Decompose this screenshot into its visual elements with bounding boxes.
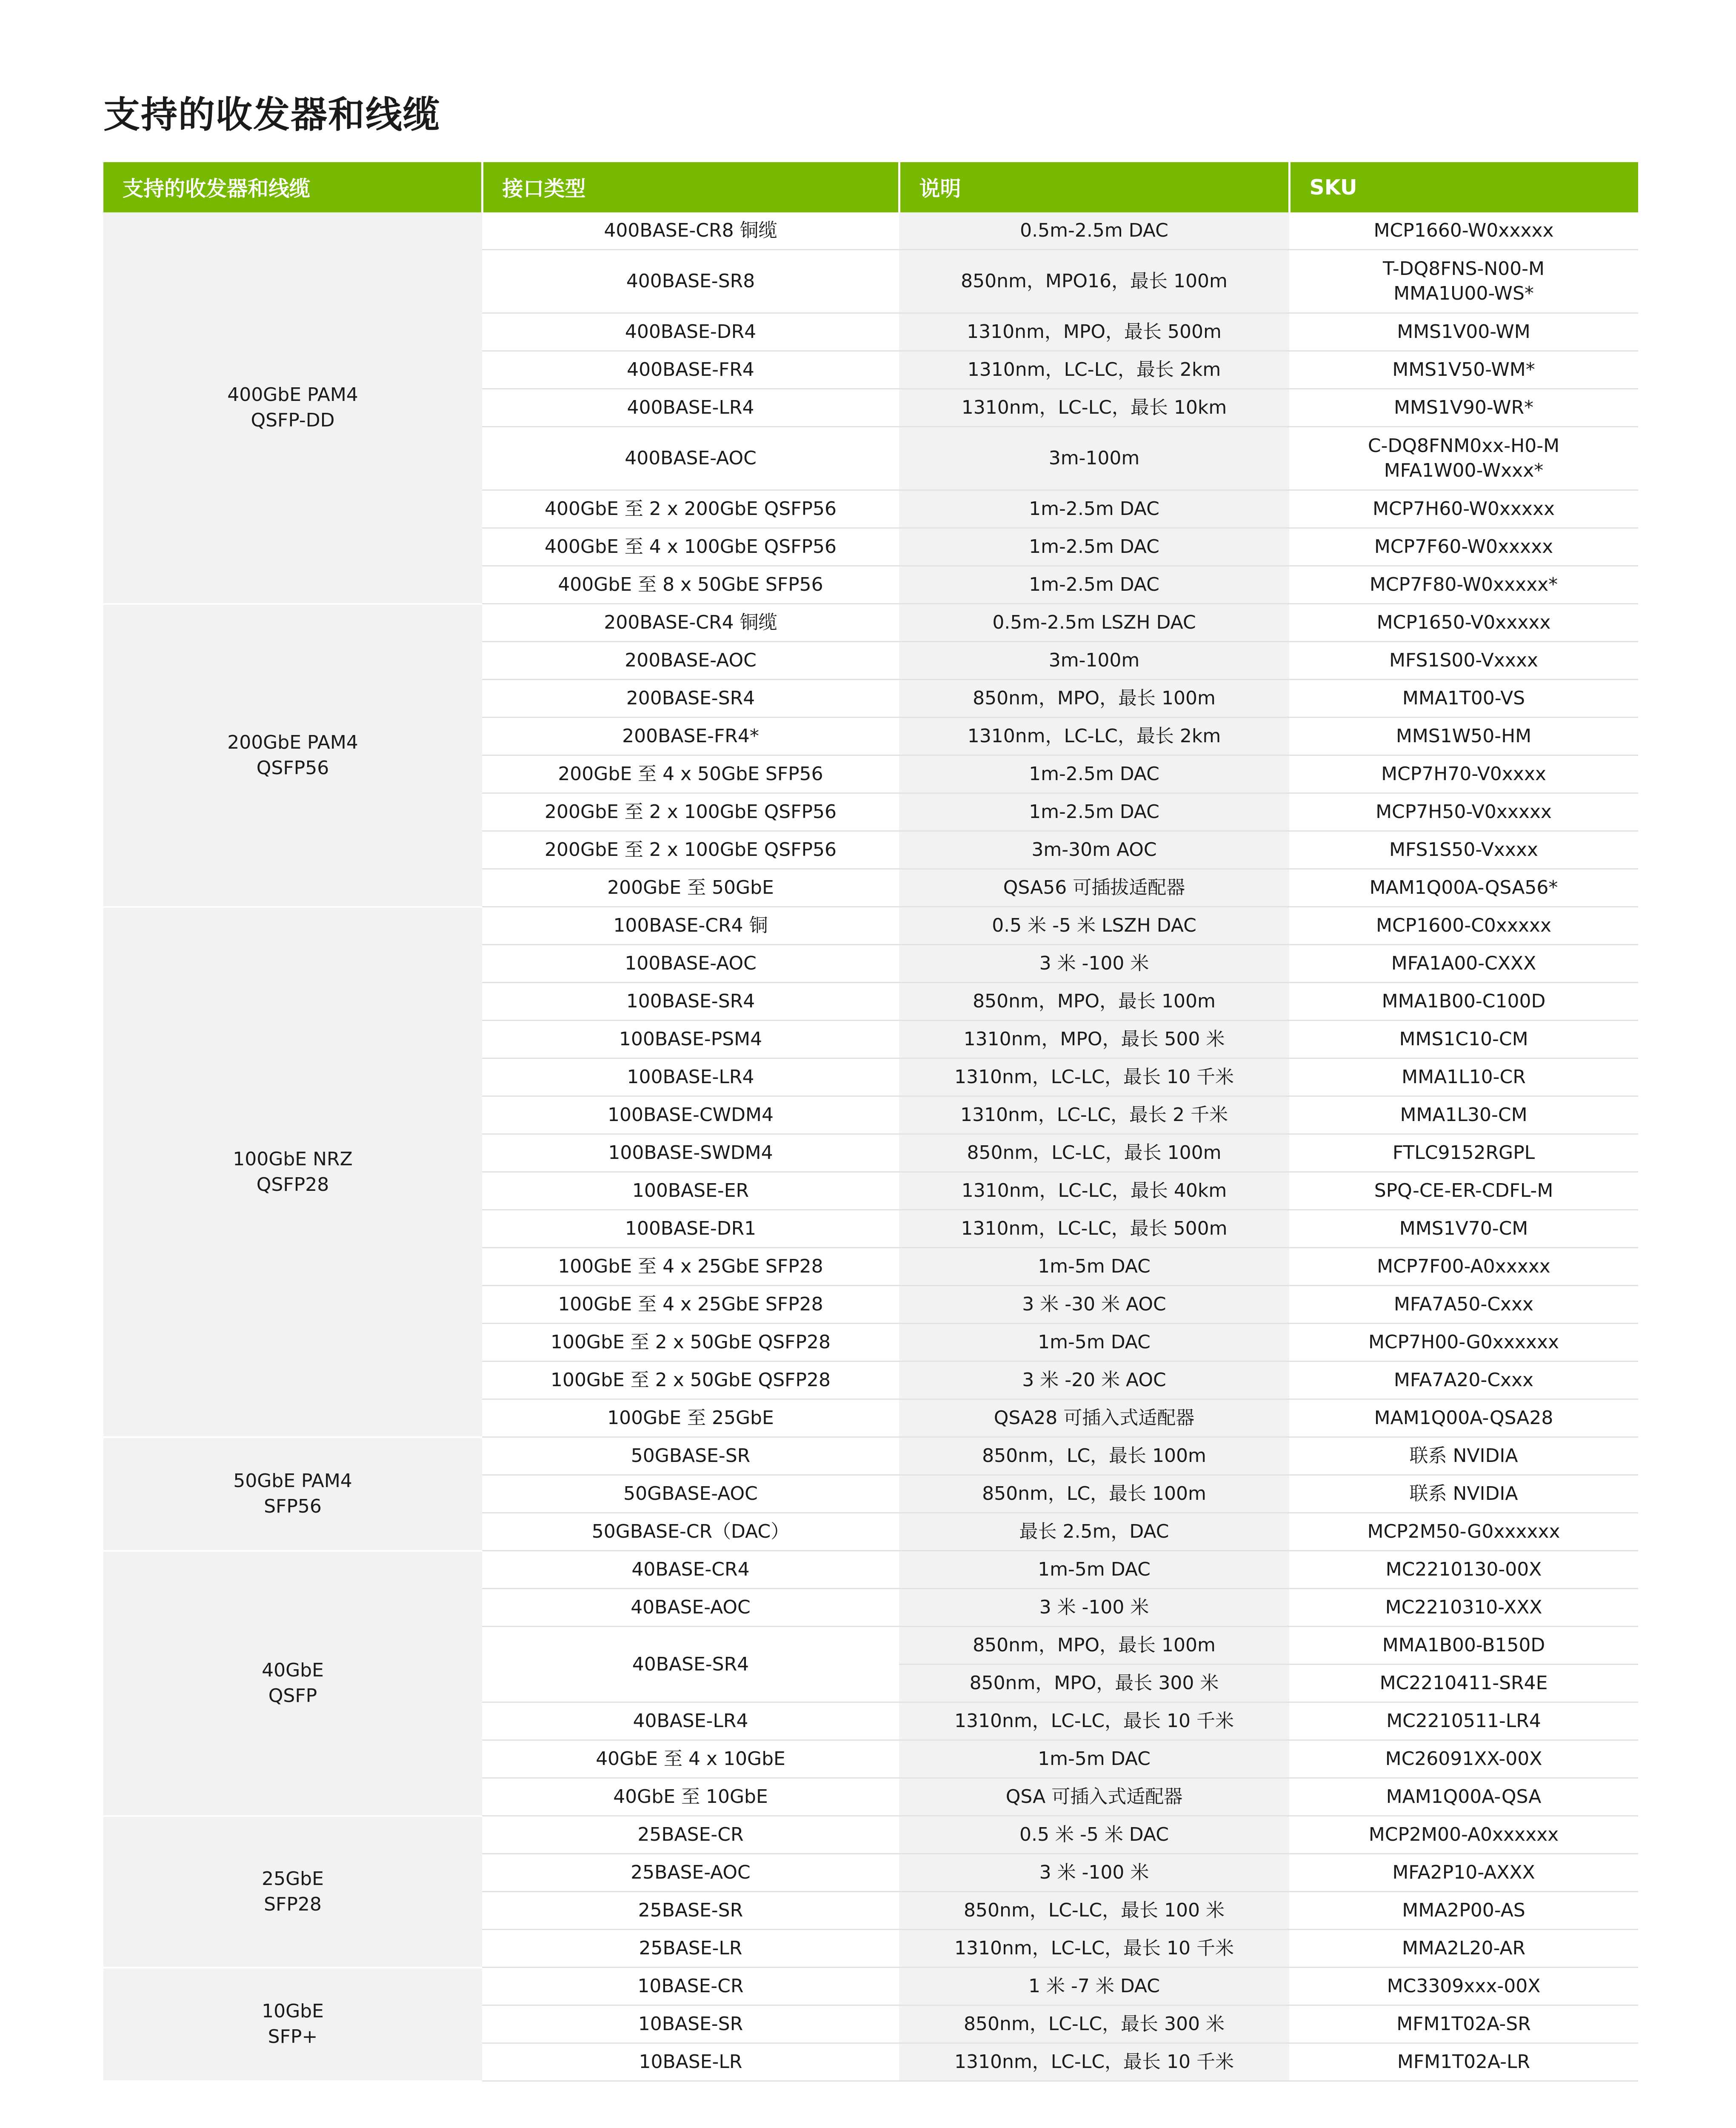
sku-cell: MCP2M00-A0xxxxxx bbox=[1289, 1816, 1638, 1854]
header-description: 说明 bbox=[899, 162, 1289, 212]
sku-cell: MC26091XX-00X bbox=[1289, 1740, 1638, 1778]
interface-cell: 200BASE-SR4 bbox=[482, 680, 899, 718]
interface-cell: 100GbE 至 4 x 25GbE SFP28 bbox=[482, 1248, 899, 1286]
sku-cell: MC2210130-00X bbox=[1289, 1551, 1638, 1589]
table-row bbox=[103, 1437, 1638, 1475]
interface-cell: 200BASE-CR4 铜缆 bbox=[482, 604, 899, 642]
sku-cell: MCP1600-C0xxxxx bbox=[1289, 907, 1638, 945]
description-cell: 850nm，MPO，最长 100m bbox=[899, 680, 1289, 718]
sku-cell: MCP1650-V0xxxxx bbox=[1289, 604, 1638, 642]
sku-cell: MCP7H50-V0xxxxx bbox=[1289, 793, 1638, 831]
sku-cell: MMS1V70-CM bbox=[1289, 1210, 1638, 1248]
sku-cell: MFA7A50-Cxxx bbox=[1289, 1286, 1638, 1324]
description-cell: 3m-100m bbox=[899, 427, 1289, 490]
table-row bbox=[103, 1816, 1638, 1854]
description-cell: 3 米 -30 米 AOC bbox=[899, 1286, 1289, 1324]
interface-cell: 100BASE-CWDM4 bbox=[482, 1096, 899, 1134]
interface-cell: 100BASE-ER bbox=[482, 1172, 899, 1210]
description-cell: 0.5 米 -5 米 DAC bbox=[899, 1816, 1289, 1854]
table-row bbox=[103, 1968, 1638, 2005]
description-cell: 1m-5m DAC bbox=[899, 1740, 1289, 1778]
sku-cell: MFA2P10-AXXX bbox=[1289, 1854, 1638, 1892]
sku-cell: MCP7F60-W0xxxxx bbox=[1289, 528, 1638, 566]
interface-cell: 100GbE 至 25GbE bbox=[482, 1399, 899, 1437]
interface-cell: 100BASE-DR1 bbox=[482, 1210, 899, 1248]
group-label: 200GbE PAM4 QSFP56 bbox=[103, 604, 482, 907]
interface-cell: 25BASE-SR bbox=[482, 1892, 899, 1930]
group-label: 25GbE SFP28 bbox=[103, 1816, 482, 1968]
sku-cell: MFS1S50-Vxxxx bbox=[1289, 831, 1638, 869]
description-cell: QSA28 可插入式适配器 bbox=[899, 1399, 1289, 1437]
description-cell: QSA 可插入式适配器 bbox=[899, 1778, 1289, 1816]
interface-cell: 400BASE-LR4 bbox=[482, 389, 899, 427]
interface-cell: 400BASE-DR4 bbox=[482, 313, 899, 351]
description-cell: 850nm，MPO，最长 100m bbox=[899, 983, 1289, 1021]
description-cell: 1310nm，LC-LC，最长 10km bbox=[899, 389, 1289, 427]
description-cell: QSA56 可插拔适配器 bbox=[899, 869, 1289, 907]
description-cell: 3m-100m bbox=[899, 642, 1289, 680]
group-label: 100GbE NRZ QSFP28 bbox=[103, 907, 482, 1437]
table-row bbox=[103, 1551, 1638, 1589]
sku-cell: SPQ-CE-ER-CDFL-M bbox=[1289, 1172, 1638, 1210]
description-cell: 1m-2.5m DAC bbox=[899, 528, 1289, 566]
interface-cell: 400GbE 至 4 x 100GbE QSFP56 bbox=[482, 528, 899, 566]
description-cell: 3m-30m AOC bbox=[899, 831, 1289, 869]
sku-cell: MFA7A20-Cxxx bbox=[1289, 1361, 1638, 1399]
interface-cell: 400BASE-CR8 铜缆 bbox=[482, 212, 899, 250]
interface-cell: 50GBASE-SR bbox=[482, 1437, 899, 1475]
sku-cell: MMA2L20-AR bbox=[1289, 1930, 1638, 1968]
description-cell: 1310nm，LC-LC，最长 10 千米 bbox=[899, 1702, 1289, 1740]
sku-cell: MMA1T00-VS bbox=[1289, 680, 1638, 718]
sku-cell: MCP7H00-G0xxxxxx bbox=[1289, 1324, 1638, 1361]
interface-cell: 10BASE-CR bbox=[482, 1968, 899, 2005]
description-cell: 850nm，LC-LC，最长 300 米 bbox=[899, 2005, 1289, 2043]
interface-cell: 40GbE 至 10GbE bbox=[482, 1778, 899, 1816]
group-label: 40GbE QSFP bbox=[103, 1551, 482, 1816]
sku-cell: 联系 NVIDIA bbox=[1289, 1437, 1638, 1475]
description-cell: 1m-2.5m DAC bbox=[899, 566, 1289, 604]
sku-cell: MMA1B00-B150D bbox=[1289, 1627, 1638, 1665]
sku-cell: MMA1B00-C100D bbox=[1289, 983, 1638, 1021]
description-cell: 1310nm，LC-LC，最长 500m bbox=[899, 1210, 1289, 1248]
interface-cell: 200BASE-AOC bbox=[482, 642, 899, 680]
description-cell: 850nm，LC，最长 100m bbox=[899, 1437, 1289, 1475]
description-cell: 3 米 -20 米 AOC bbox=[899, 1361, 1289, 1399]
table-header bbox=[103, 162, 1638, 212]
interface-cell: 100BASE-PSM4 bbox=[482, 1021, 899, 1058]
interface-cell: 40BASE-CR4 bbox=[482, 1551, 899, 1589]
interface-cell: 100BASE-CR4 铜 bbox=[482, 907, 899, 945]
sku-cell: 联系 NVIDIA bbox=[1289, 1475, 1638, 1513]
description-cell: 3 米 -100 米 bbox=[899, 945, 1289, 983]
interface-cell: 50GBASE-CR（DAC） bbox=[482, 1513, 899, 1551]
page-title: 支持的收发器和线缆 bbox=[103, 94, 440, 136]
description-cell: 0.5m-2.5m LSZH DAC bbox=[899, 604, 1289, 642]
description-cell: 1m-2.5m DAC bbox=[899, 755, 1289, 793]
sku-cell: MMS1W50-HM bbox=[1289, 718, 1638, 755]
description-cell: 最长 2.5m，DAC bbox=[899, 1513, 1289, 1551]
sku-cell: FTLC9152RGPL bbox=[1289, 1134, 1638, 1172]
header-row bbox=[103, 162, 1638, 212]
description-cell: 1m-5m DAC bbox=[899, 1324, 1289, 1361]
description-cell: 1310nm，MPO，最长 500m bbox=[899, 313, 1289, 351]
interface-cell: 400GbE 至 2 x 200GbE QSFP56 bbox=[482, 490, 899, 528]
sku-cell: MAM1Q00A-QSA56* bbox=[1289, 869, 1638, 907]
description-cell: 850nm，LC-LC，最长 100m bbox=[899, 1134, 1289, 1172]
interface-cell: 100GbE 至 2 x 50GbE QSFP28 bbox=[482, 1324, 899, 1361]
interface-cell: 10BASE-SR bbox=[482, 2005, 899, 2043]
sku-cell: MMA1L10-CR bbox=[1289, 1058, 1638, 1096]
description-cell: 850nm，MPO，最长 100m bbox=[899, 1627, 1289, 1665]
description-cell: 1 米 -7 米 DAC bbox=[899, 1968, 1289, 2005]
sku-cell: MCP7H60-W0xxxxx bbox=[1289, 490, 1638, 528]
interface-cell: 200GbE 至 2 x 100GbE QSFP56 bbox=[482, 793, 899, 831]
interface-cell: 100BASE-SR4 bbox=[482, 983, 899, 1021]
interface-cell: 100BASE-LR4 bbox=[482, 1058, 899, 1096]
interface-cell: 25BASE-AOC bbox=[482, 1854, 899, 1892]
description-cell: 1310nm，LC-LC，最长 10 千米 bbox=[899, 2043, 1289, 2081]
sku-cell: MCP2M50-G0xxxxxx bbox=[1289, 1513, 1638, 1551]
sku-cell: T-DQ8FNS-N00-M MMA1U00-WS* bbox=[1289, 250, 1638, 313]
sku-cell: MMS1V90-WR* bbox=[1289, 389, 1638, 427]
sku-cell: MC2210411-SR4E bbox=[1289, 1665, 1638, 1702]
description-cell: 1310nm，LC-LC，最长 2 千米 bbox=[899, 1096, 1289, 1134]
table-row bbox=[103, 604, 1638, 642]
group-label: 400GbE PAM4 QSFP-DD bbox=[103, 212, 482, 604]
sku-cell: MCP7H70-V0xxxx bbox=[1289, 755, 1638, 793]
interface-cell: 200GbE 至 50GbE bbox=[482, 869, 899, 907]
sku-cell: MAM1Q00A-QSA28 bbox=[1289, 1399, 1638, 1437]
sku-cell: MCP7F80-W0xxxxx* bbox=[1289, 566, 1638, 604]
sku-cell: MMS1C10-CM bbox=[1289, 1021, 1638, 1058]
description-cell: 850nm，MPO，最长 300 米 bbox=[899, 1665, 1289, 1702]
table-row bbox=[103, 907, 1638, 945]
description-cell: 1m-2.5m DAC bbox=[899, 490, 1289, 528]
description-cell: 850nm，LC-LC，最长 100 米 bbox=[899, 1892, 1289, 1930]
interface-cell: 200GbE 至 2 x 100GbE QSFP56 bbox=[482, 831, 899, 869]
interface-cell: 400BASE-SR8 bbox=[482, 250, 899, 313]
interface-cell: 40BASE-LR4 bbox=[482, 1702, 899, 1740]
description-cell: 0.5 米 -5 米 LSZH DAC bbox=[899, 907, 1289, 945]
sku-cell: MMA2P00-AS bbox=[1289, 1892, 1638, 1930]
interface-cell: 200GbE 至 4 x 50GbE SFP56 bbox=[482, 755, 899, 793]
interface-cell: 200BASE-FR4* bbox=[482, 718, 899, 755]
description-cell: 1310nm，LC-LC，最长 10 千米 bbox=[899, 1058, 1289, 1096]
interface-cell: 100BASE-AOC bbox=[482, 945, 899, 983]
interface-cell: 40BASE-SR4 bbox=[482, 1627, 899, 1702]
sku-cell: MAM1Q00A-QSA bbox=[1289, 1778, 1638, 1816]
sku-cell: MMS1V00-WM bbox=[1289, 313, 1638, 351]
description-cell: 1310nm，LC-LC，最长 40km bbox=[899, 1172, 1289, 1210]
sku-cell: MC2210511-LR4 bbox=[1289, 1702, 1638, 1740]
description-cell: 1310nm，LC-LC，最长 2km bbox=[899, 351, 1289, 389]
interface-cell: 400GbE 至 8 x 50GbE SFP56 bbox=[482, 566, 899, 604]
sku-cell: MFA1A00-CXXX bbox=[1289, 945, 1638, 983]
interface-cell: 40GbE 至 4 x 10GbE bbox=[482, 1740, 899, 1778]
description-cell: 1m-2.5m DAC bbox=[899, 793, 1289, 831]
interface-cell: 400BASE-FR4 bbox=[482, 351, 899, 389]
interface-cell: 100BASE-SWDM4 bbox=[482, 1134, 899, 1172]
interface-cell: 400BASE-AOC bbox=[482, 427, 899, 490]
description-cell: 850nm，LC，最长 100m bbox=[899, 1475, 1289, 1513]
description-cell: 1310nm，MPO，最长 500 米 bbox=[899, 1021, 1289, 1058]
header-interface: 接口类型 bbox=[482, 162, 899, 212]
description-cell: 1310nm，LC-LC，最长 2km bbox=[899, 718, 1289, 755]
interface-cell: 40BASE-AOC bbox=[482, 1589, 899, 1627]
description-cell: 850nm，MPO16，最长 100m bbox=[899, 250, 1289, 313]
interface-cell: 50GBASE-AOC bbox=[482, 1475, 899, 1513]
table-row bbox=[103, 212, 1638, 250]
group-label: 10GbE SFP+ bbox=[103, 1968, 482, 2081]
group-label: 50GbE PAM4 SFP56 bbox=[103, 1437, 482, 1551]
interface-cell: 25BASE-LR bbox=[482, 1930, 899, 1968]
sku-cell: MC3309xxx-00X bbox=[1289, 1968, 1638, 2005]
sku-cell: MC2210310-XXX bbox=[1289, 1589, 1638, 1627]
table-body bbox=[103, 212, 1638, 2081]
interface-cell: 100GbE 至 2 x 50GbE QSFP28 bbox=[482, 1361, 899, 1399]
description-cell: 3 米 -100 米 bbox=[899, 1854, 1289, 1892]
interface-cell: 10BASE-LR bbox=[482, 2043, 899, 2081]
description-cell: 0.5m-2.5m DAC bbox=[899, 212, 1289, 250]
sku-cell: MCP7F00-A0xxxxx bbox=[1289, 1248, 1638, 1286]
sku-cell: C-DQ8FNM0xx-H0-M MFA1W00-Wxxx* bbox=[1289, 427, 1638, 490]
sku-cell: MFM1T02A-LR bbox=[1289, 2043, 1638, 2081]
sku-cell: MFS1S00-Vxxxx bbox=[1289, 642, 1638, 680]
description-cell: 1m-5m DAC bbox=[899, 1551, 1289, 1589]
description-cell: 1m-5m DAC bbox=[899, 1248, 1289, 1286]
sku-cell: MFM1T02A-SR bbox=[1289, 2005, 1638, 2043]
header-category: 支持的收发器和线缆 bbox=[103, 162, 482, 212]
interface-cell: 100GbE 至 4 x 25GbE SFP28 bbox=[482, 1286, 899, 1324]
transceiver-table bbox=[103, 162, 1638, 2082]
description-cell: 1310nm，LC-LC，最长 10 千米 bbox=[899, 1930, 1289, 1968]
sku-cell: MMA1L30-CM bbox=[1289, 1096, 1638, 1134]
sku-cell: MCP1660-W0xxxxx bbox=[1289, 212, 1638, 250]
interface-cell: 25BASE-CR bbox=[482, 1816, 899, 1854]
description-cell: 3 米 -100 米 bbox=[899, 1589, 1289, 1627]
header-sku: SKU bbox=[1289, 162, 1638, 212]
sku-cell: MMS1V50-WM* bbox=[1289, 351, 1638, 389]
